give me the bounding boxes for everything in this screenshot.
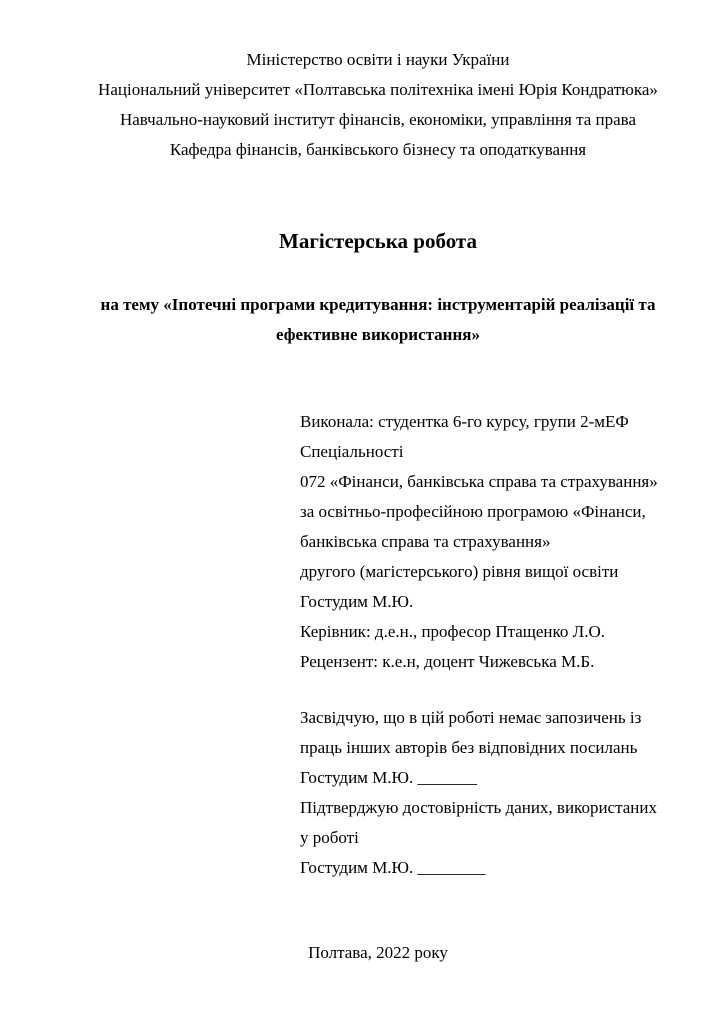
topic-block <box>40 290 716 350</box>
signature-line-2: Гостудим М.Ю. ________ <box>300 858 486 877</box>
topic-line-1: на тему «Іпотечні програми кредитування: інструментарій реалізації та <box>100 295 656 314</box>
speciality-code-line: 072 «Фінанси, банківська справа та страхування» <box>300 472 658 491</box>
affirmation-block <box>300 703 700 883</box>
document-title: Магістерська робота <box>279 229 477 253</box>
student-name-line: Гостудим М.Ю. <box>300 592 414 611</box>
degree-level-line: другого (магістерського) рівня вищої освіти <box>300 562 619 581</box>
performed-by-line: Виконала: студентка 6-го курсу, групи 2-мЕФ <box>300 412 629 431</box>
header-block <box>40 45 716 165</box>
speciality-label-line: Спеціальності <box>300 442 404 461</box>
department-line: Кафедра фінансів, банківського бізнесу та оподаткування <box>169 140 587 159</box>
program-line-1: за освітньо-професійною програмою «Фінанси, <box>300 502 646 521</box>
data-accuracy-line-2: у роботі <box>300 828 359 847</box>
no-plagiarism-line-1: Засвідчую, що в цій роботі немає запозичень із <box>300 708 642 727</box>
reviewer-line: Рецензент: к.е.н, доцент Чижевська М.Б. <box>300 652 595 671</box>
no-plagiarism-line-2: праць інших авторів без відповідних посилань <box>300 738 638 757</box>
data-accuracy-line-1: Підтверджую достовірність даних, використаних <box>300 798 657 817</box>
topic-line-2: ефективне використання» <box>276 325 480 344</box>
place-year-line: Полтава, 2022 року <box>308 943 448 962</box>
institute-line: Навчально-науковий інститут фінансів, економіки, управління та права <box>119 110 637 129</box>
program-line-2: банківська справа та страхування» <box>300 532 551 551</box>
ministry-line: Міністерство освіти і науки України <box>246 50 510 69</box>
supervisor-line: Керівник: д.е.н., професор Птащенко Л.О. <box>300 622 605 641</box>
author-details-block <box>300 407 700 677</box>
university-line: Національний університет «Полтавська політехніка імені Юрія Кондратюка» <box>98 80 658 99</box>
signature-line-1: Гостудим М.Ю. _______ <box>300 768 478 787</box>
